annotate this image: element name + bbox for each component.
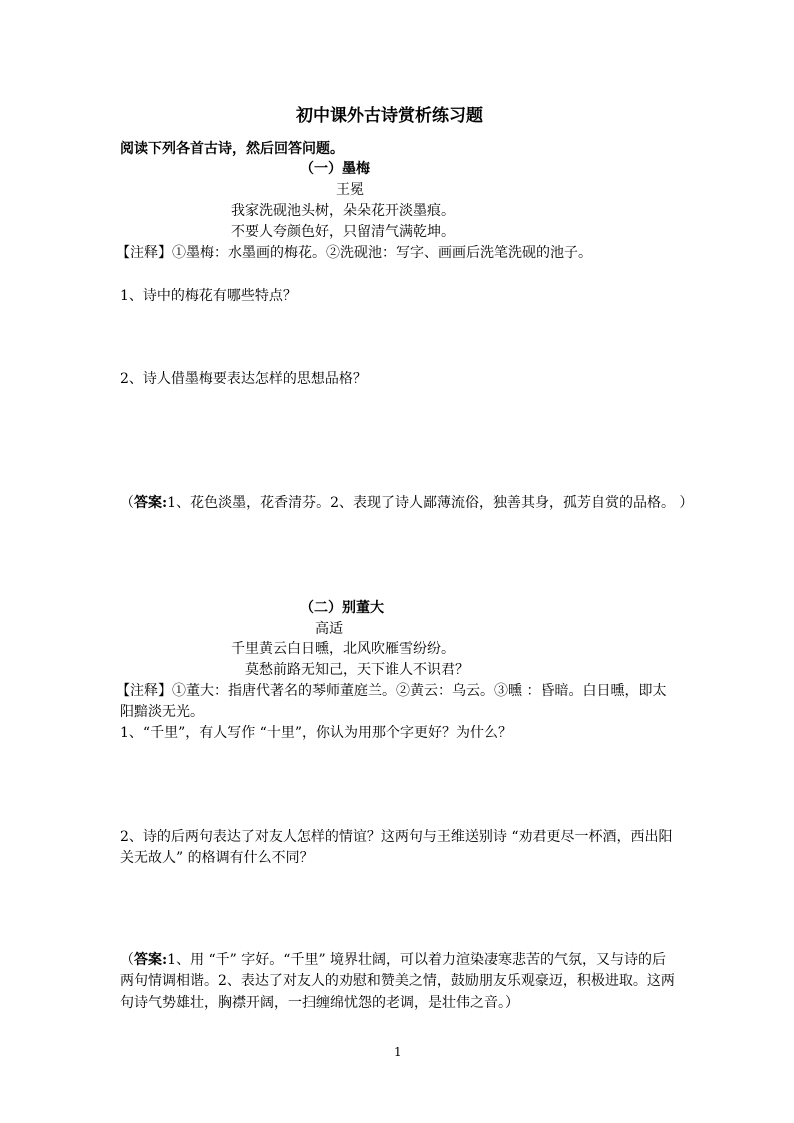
poem2-line-1: 千里黄云白日曛，北风吹雁雪纷纷。 (231, 641, 455, 657)
poem1-line-2: 不要人夸颜色好，只留清气满乾坤。 (231, 224, 455, 240)
answer-open-paren: （ (120, 952, 134, 968)
poem1-answer (120, 494, 693, 512)
poem1-line-1: 我家洗砚池头树，朵朵花开淡墨痕。 (231, 203, 455, 219)
poem2-author: 高适 (315, 621, 343, 637)
answer-label: 答案: (134, 495, 168, 511)
poem2-question-1: 1、“千里”，有人写作 “十里”，你认为用那个字更好？为什么？ (120, 725, 512, 741)
poem1-author: 王冕 (336, 182, 364, 198)
poem1-question-2: 2、诗人借墨梅要表达怎样的思想品格？ (120, 371, 367, 387)
poem1-note: 【注释】①墨梅：水墨画的梅花。②洗砚池：写字、画画后洗笔洗砚的池子。 (116, 245, 592, 261)
page-number: 1 (394, 1045, 402, 1059)
poem2-answer-line-1 (120, 951, 666, 969)
poem1-heading: （一）墨梅 (300, 161, 370, 177)
answer-label: 答案: (134, 952, 168, 968)
answer-open-paren: （ (120, 495, 134, 511)
poem1-question-1: 1、诗中的梅花有哪些特点？ (120, 288, 297, 304)
page-title: 初中课外古诗赏析练习题 (296, 106, 483, 126)
poem2-answer-line-2: 两句情调相谐。2、表达了对友人的劝慰和赞美之情，鼓励朋友乐观豪迈，积极进取。这两 (120, 973, 675, 989)
answer-text: 1、花色淡墨，花香清芬。2、表现了诗人鄙薄流俗，独善其身，孤芳自赏的品格。 ） (167, 495, 694, 511)
answer-text: 1、用 “千” 字好。“千里” 境界壮阔，可以着力渲染凄寒悲苦的气氛，又与诗的后 (167, 952, 667, 968)
poem2-heading: （二）别董大 (300, 600, 384, 616)
poem2-question-2-line-1: 2、诗的后两句表达了对友人怎样的情谊？这两句与王维送别诗 “劝君更尽一杯酒，西出阳 (120, 829, 673, 845)
poem2-question-2-line-2: 关无故人” 的格调有什么不同？ (120, 850, 314, 866)
poem2-note-line-1: 【注释】①董大：指唐代著名的琴师董庭兰。②黄云：乌云。③曛 ：昏暗。白日曛，即太 (116, 683, 667, 699)
poem2-note-line-2: 阳黯淡无光。 (120, 704, 204, 720)
poem2-answer-line-3: 句诗气势雄壮，胸襟开阔，一扫缠绵忧怨的老调，是壮伟之音。） (120, 995, 519, 1011)
instruction-text: 阅读下列各首古诗，然后回答问题。 (120, 141, 344, 157)
poem2-line-2: 莫愁前路无知己，天下谁人不识君？ (245, 662, 469, 678)
